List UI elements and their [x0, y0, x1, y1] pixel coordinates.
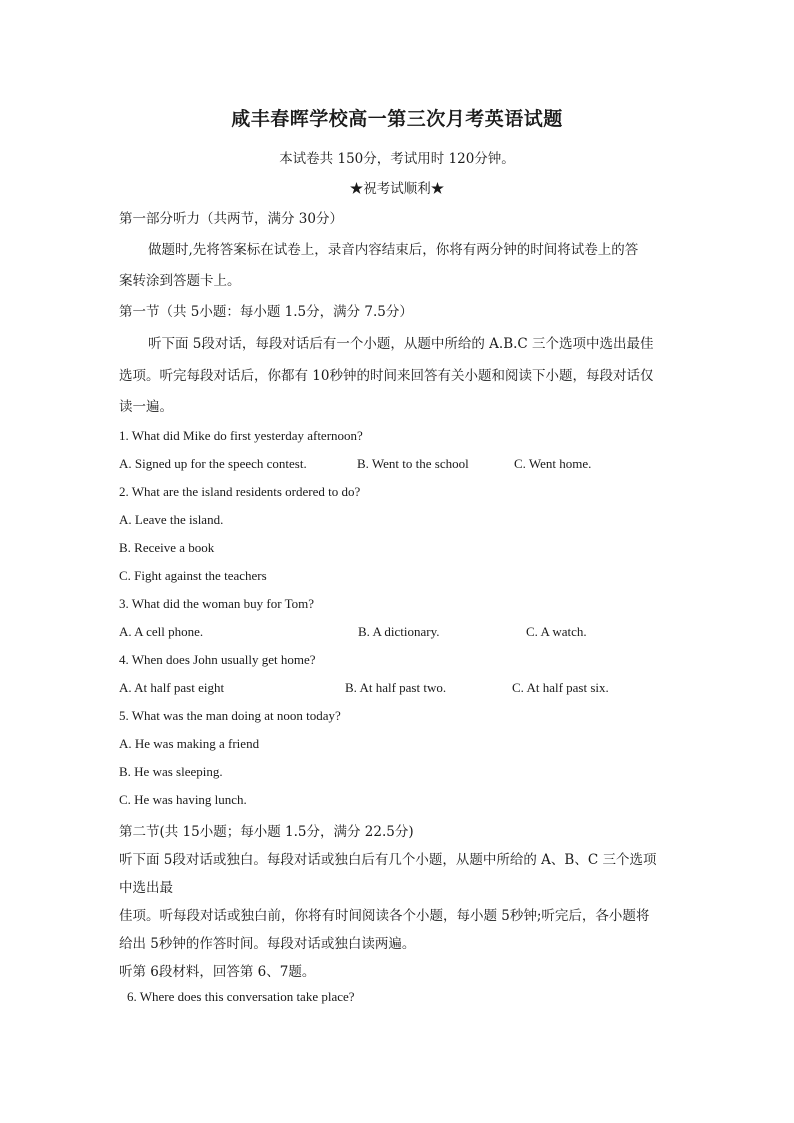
question-1-option-b: B. Went to the school — [357, 456, 469, 471]
part1-instruction-line2: 案转涂到答题卡上。 — [119, 273, 241, 289]
good-luck-line: ★祝考试顺利★ — [349, 181, 445, 197]
section1-instruction-line1: 听下面 5段对话，每段对话后有一个小题，从题中所给的 A.B.C 三个选项中选出最佳 — [148, 336, 654, 352]
question-1-option-c: C. Went home. — [514, 456, 592, 471]
question-4-option-b: B. At half past two. — [345, 680, 447, 695]
question-1-option-a: A. Signed up for the speech contest. — [119, 456, 307, 471]
question-5-option-c: C. He was having lunch. — [119, 792, 247, 807]
material-6-note: 听第 6段材料，回答第 6、7题。 — [119, 964, 316, 980]
exam-title: 咸丰春晖学校高一第三次月考英语试题 — [231, 108, 563, 130]
question-1-stem: 1. What did Mike do first yesterday afternoon? — [119, 428, 363, 443]
question-3-option-c: C. A watch. — [526, 624, 587, 639]
section2-instruction-line3: 佳项。听每段对话或独白前，你将有时间阅读各个小题，每小题 5秒钟;听完后，各小题将 — [119, 908, 650, 924]
question-6-stem: 6. Where does this conversation take place? — [127, 989, 355, 1004]
question-5-option-b: B. He was sleeping. — [119, 764, 223, 779]
question-3-option-b: B. A dictionary. — [358, 624, 440, 639]
question-2-option-b: B. Receive a book — [119, 540, 215, 555]
question-4-stem: 4. When does John usually get home? — [119, 652, 316, 667]
section1-instruction-line2: 选项。听完每段对话后，你都有 10秒钟的时间来回答有关小题和阅读下小题，每段对话仅 — [119, 368, 654, 384]
question-5-stem: 5. What was the man doing at noon today? — [119, 708, 341, 723]
question-2-stem: 2. What are the island residents ordered to do? — [119, 484, 361, 499]
question-2-option-a: A. Leave the island. — [119, 512, 224, 527]
section1-heading: 第一节（共 5小题：每小题 1.5分，满分 7.5分） — [119, 304, 413, 320]
section2-instruction-line2: 中选出最 — [119, 880, 173, 896]
question-3-stem: 3. What did the woman buy for Tom? — [119, 596, 315, 611]
section2-heading: 第二节(共 15小题；每小题 1.5分，满分 22.5分) — [119, 824, 414, 840]
exam-info: 本试卷共 150分，考试用时 120分钟。 — [279, 151, 515, 167]
section1-instruction-line3: 读一遍。 — [119, 399, 173, 415]
question-5-option-a: A. He was making a friend — [119, 736, 260, 751]
question-2-option-c: C. Fight against the teachers — [119, 568, 267, 583]
part1-instruction-line1: 做题时,先将答案标在试卷上，录音内容结束后，你将有两分钟的时间将试卷上的答 — [148, 242, 639, 258]
section2-instruction-line4: 给出 5秒钟的作答时间。每段对话或独白读两遍。 — [119, 936, 416, 952]
question-3-option-a: A. A cell phone. — [119, 624, 204, 639]
question-4-option-a: A. At half past eight — [119, 680, 225, 695]
section2-instruction-line1: 听下面 5段对话或独白。每段对话或独白后有几个小题，从题中所给的 A、B、C 三个选项 — [119, 852, 657, 868]
part1-heading: 第一部分听力（共两节，满分 30分） — [119, 211, 343, 227]
question-4-option-c: C. At half past six. — [512, 680, 609, 695]
